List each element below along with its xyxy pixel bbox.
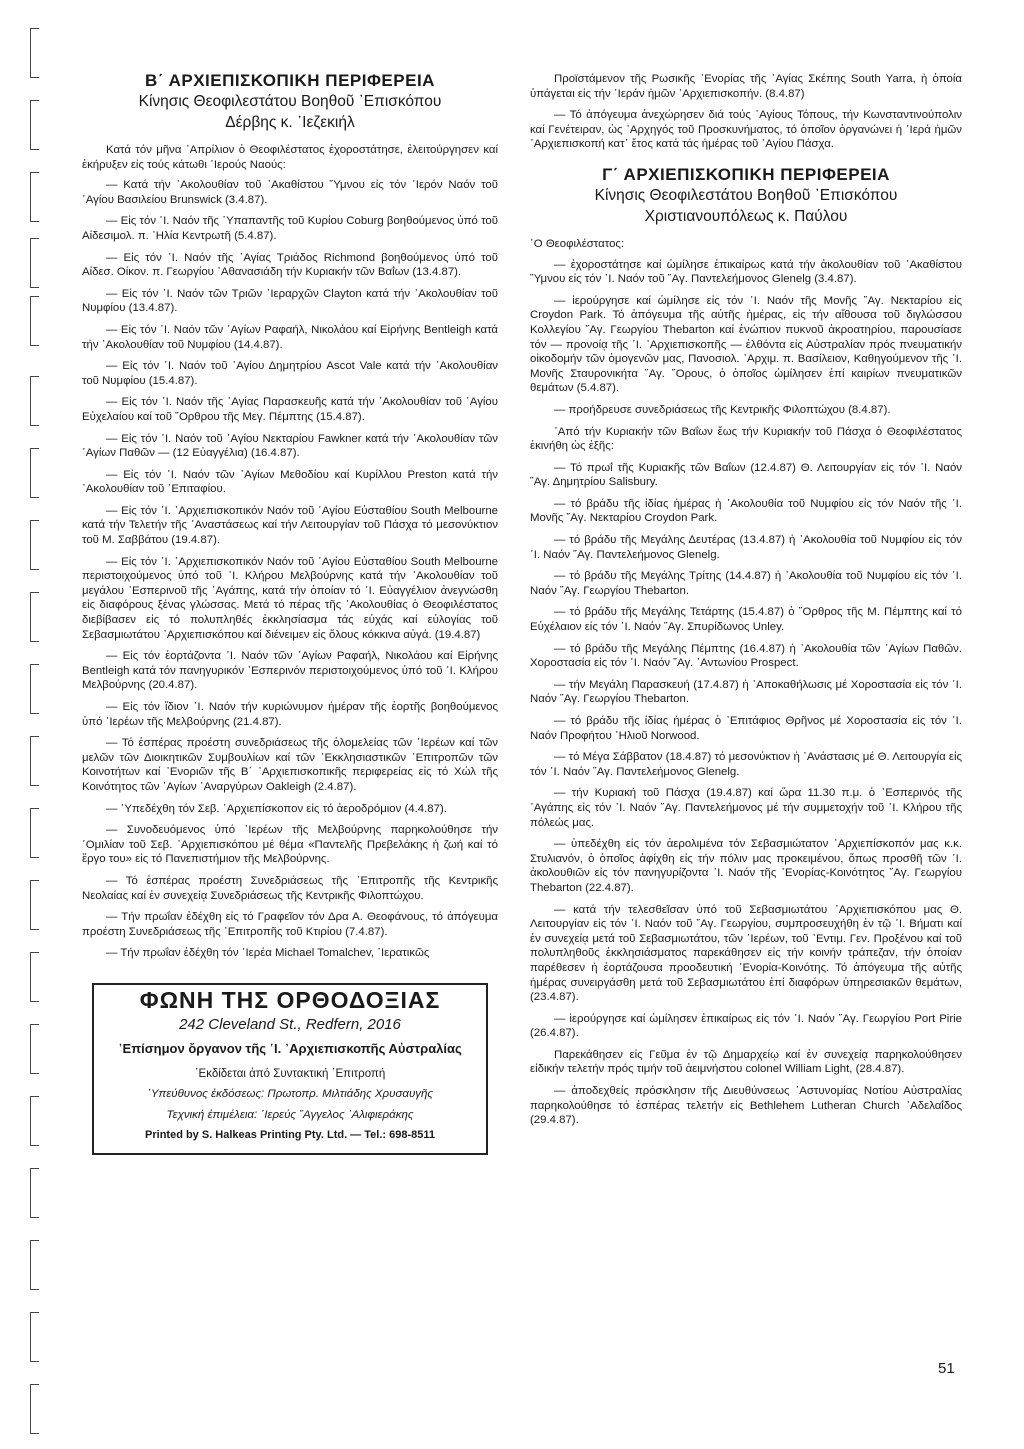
binding-bracket bbox=[30, 808, 39, 858]
binding-bracket bbox=[30, 448, 39, 498]
masthead-box bbox=[92, 983, 488, 1155]
entries-list bbox=[82, 178, 498, 961]
list-item: — Τό πρωΐ τῆς Κυριακῆς τῶν Βαΐων (12.4.87) Θ. Λειτουργίαν εἰς τόν ῾Ι. Ναόν ῞Αγ. Δημητρίου Salisbury. bbox=[530, 461, 962, 489]
binding-bracket bbox=[30, 376, 39, 426]
masthead-official-organ: ᾿Επίσημον ὄργανον τῆς ῾Ι. ᾿Αρχιεπισκοπῆς Αὐστραλίας bbox=[118, 1041, 462, 1057]
list-item: — Εἰς τόν ῾Ι. Ναόν τῆς ῾Αγίας Τριάδος Richmond βοηθούμενος ὑπό τοῦ Αἰδεσ. Οἰκον. π. Γεωργίου ᾿Αθανασιάδη τήν Κυριακήν τῶν Βαΐων (13.4.87). bbox=[82, 251, 498, 279]
binding-bracket bbox=[30, 592, 39, 642]
list-item: — Συνοδευόμενος ὑπό ῾Ιερέων τῆς Μελβούρνης παρηκολούθησε τήν ῾Ομιλίαν τοῦ Σεβ. ᾿Αρχιεπισκόπου μέ θέμα «Παντελῆς Πρεβελάκης ἡ ζωή καί τό ἔργο του» εἰς τό Πανεπιστήμιον τῆς Μελβούρνης. bbox=[82, 824, 498, 866]
binding-bracket bbox=[30, 172, 39, 222]
list-item: — Εἰς τόν ῾Ι. ᾿Αρχιεπισκοπικόν Ναόν τοῦ ῾Αγίου Εὐσταθίου South Melbourne περιστοιχούμενος ὑπό τοῦ ῾Ι. Κλήρου Μελβούρνης κατά τήν ᾿Ακολουθίαν τοῦ μεγάλου ᾿Εσπερινοῦ τῆς ᾿Αγάπης, κατά τήν ὁποίαν τό ῾Ι. Εὐαγγέλιον ἀνεγνώσθη εἰς διαφόρους ξένας γλώσσας. Μετά τό πέρας τῆς ᾿Ακολουθίας ὁ Θεοφιλέστατος διεβίβασεν εἰς τό πολυπληθές ἐκκλησίασμα τάς εὐχάς καί εὐλογίας τοῦ Σεβασμιωτάτου ᾿Αρχιεπισκόπου καί διένειμεν εἰς ὅλους κόκκινα αὐγά. (19.4.87) bbox=[82, 555, 498, 641]
binding-bracket bbox=[30, 1384, 39, 1434]
masthead-technical-editor: Τεχνική ἐπιμέλεια: ῾Ιερεύς ῎Αγγελος ᾿Αλιφιεράκης bbox=[166, 1108, 414, 1121]
page-number: 51 bbox=[938, 1360, 955, 1377]
section-intro: ῾Ο Θεοφιλέστατος: bbox=[530, 237, 625, 250]
list-item: — τό βράδυ τῆς Μεγάλης Δευτέρας (13.4.87) ἡ ᾿Ακολουθία τοῦ Νυμφίου εἰς τόν ῾Ι. Ναόν ῞Αγ. Παντελεήμονος Glenelg. bbox=[530, 534, 962, 561]
list-item: ᾿Από τήν Κυριακήν τῶν Βαΐων ἕως τήν Κυριακήν τοῦ Πάσχα ὁ Θεοφιλέστατος ἐκινήθη ὡς ἑξῆς: bbox=[530, 425, 962, 453]
binding-bracket bbox=[30, 28, 39, 78]
list-item: — τό Μέγα Σάββατον (18.4.87) τό μεσονύκτιον ἡ ᾿Ανάστασις μέ Θ. Λειτουργία εἰς τόν ῾Ι. Ναόν ῞Αγ. Παντελεήμονος Glenelg. bbox=[530, 751, 962, 778]
binding-bracket bbox=[30, 736, 39, 786]
binding-bracket bbox=[30, 238, 39, 288]
binding-bracket bbox=[30, 880, 39, 930]
section-subtitle: Κίνησις Θεοφιλεστάτου Βοηθοῦ ᾿Επισκόπου bbox=[594, 186, 898, 204]
list-item: — ῾Υπεδέχθη τόν Σεβ. ᾿Αρχιεπίσκοπον εἰς τό ἀεροδρόμιον (4.4.87). bbox=[106, 802, 447, 815]
list-item: — Τό ἑσπέρας προέστη συνεδριάσεως τῆς ὁλομελείας τῶν ῾Ιερέων καί τῶν μελῶν τῶν Διοικητικῶν Συμβουλίων καί τῶν ᾿Εκκλησιαστικῶν ᾿Επιτροπῶν τῶν Κοινοτήτων καί ᾿Ενοριῶν τῆς Β΄ ᾿Αρχιεπισκοπικῆς περιφερείας εἰς τό Χώλ τῆς Κοινότητος τῶν ῾Αγίων ᾿Αναργύρων Oakleigh (2.4.87). bbox=[82, 737, 498, 793]
section-intro: Κατά τόν μῆνα ᾿Απρίλιον ὁ Θεοφιλέστατος ἐχοροστάτησε, ἐλειτούργησεν καί ἐκήρυξεν εἰς τούς κάτωθι ῾Ιερούς Ναούς: bbox=[82, 144, 498, 171]
binding-bracket bbox=[30, 664, 39, 714]
binding-bracket bbox=[30, 296, 39, 346]
section-title-c: Γ΄ ΑΡΧΙΕΠΙΣΚΟΠΙΚΗ ΠΕΡΙΦΕΡΕΙΑ bbox=[602, 164, 890, 184]
list-item: — Εἰς τόν ῾Ι. Ναόν τῶν Τριῶν ῾Ιεραρχῶν Clayton κατά τήν ᾿Ακολουθίαν τοῦ Νυμφίου (13.4.87). bbox=[82, 287, 498, 315]
list-item: — Εἰς τόν ῾Ι. Ναόν τοῦ ῾Αγίου Νεκταρίου Fawkner κατά τήν ᾿Ακολουθίαν τῶν ῾Αγίων Παθῶν — (12 Εὐαγγέλια) (16.4.87). bbox=[82, 432, 498, 460]
list-item: — Εἰς τόν ῾Ι. Ναόν τῶν ῾Αγίων Μεθοδίου καί Κυρίλλου Preston κατά τήν ᾿Ακολουθίαν τοῦ ᾿Επιταφίου. bbox=[82, 468, 498, 496]
section-subtitle: Κίνησις Θεοφιλεστάτου Βοηθοῦ ᾿Επισκόπου bbox=[138, 93, 442, 110]
list-item: — Εἰς τόν ῾Ι. ᾿Αρχιεπισκοπικόν Ναόν τοῦ ῾Αγίου Εὐσταθίου South Melbourne κατά τήν Τελετήν τῆς ᾿Αναστάσεως καί τήν Λειτουργίαν τοῦ Πάσχα τό μεσονύκτιον τοῦ Μ. Σαββάτου (19.4.87). bbox=[82, 504, 498, 547]
list-item: — Εἰς τόν ῾Ι. Ναόν τῶν ῾Αγίων Ραφαήλ, Νικολάου καί Εἰρήνης Bentleigh κατά τήν ᾿Ακολουθίαν τοῦ Νυμφίου (14.4.87). bbox=[82, 323, 498, 351]
section-c bbox=[530, 164, 962, 1128]
list-item: — ἐχοροστάτησε καί ὡμίλησε ἐπικαίρως κατά τήν ἀκολουθίαν τοῦ ᾿Ακαθίστου ῞Υμνου εἰς τόν ῾Ι. Ναόν τοῦ ῞Αγ. Παντελεήμονος Glenelg (3.4.87). bbox=[530, 258, 962, 286]
list-item: — τήν Μεγάλη Παρασκευή (17.4.87) ἡ ᾿Αποκαθήλωσις μέ Χοροστασία εἰς τόν ῾Ι. Ναόν ῞Αγ. Γεωργίου Thebarton. bbox=[530, 678, 962, 706]
masthead-publisher: ᾿Εκδίδεται ἀπό Συντακτική ᾿Επιτροπή bbox=[194, 1067, 386, 1080]
masthead-responsible-editor: ῾Υπεύθυνος ἐκδόσεως: Πρωτοπρ. Μιλτιάδης Χρυσαυγῆς bbox=[146, 1088, 434, 1101]
list-item: — Εἰς τόν ῾Ι. Ναόν τῆς ῾Αγίας Παρασκευῆς κατά τήν ᾿Ακολουθίαν τοῦ ῾Αγίου Εὐχελαίου καί τοῦ ῎Ορθρου τῆς Μεγ. Πέμπτης (15.4.87). bbox=[82, 396, 498, 423]
list-item: — Κατά τήν ᾿Ακολουθίαν τοῦ ᾿Ακαθίστου ῞Υμνου εἰς τόν ῾Ιερόν Ναόν τοῦ ῾Αγίου Βασιλείου Brunswick (3.4.87). bbox=[82, 179, 498, 206]
right-column bbox=[530, 72, 962, 1135]
list-item: — ἀποδεχθείς πρόσκλησιν τῆς Διευθύνσεως ᾿Αστυνομίας Νοτίου Αὐστραλίας παρηκολούθησε τό ἑσπέρας τελετήν εἰς Bethlehem Lutheran Church ᾿Αδελαΐδος (29.4.87). bbox=[530, 1085, 962, 1127]
binding-bracket bbox=[30, 952, 39, 1002]
binding-bracket bbox=[30, 1312, 39, 1362]
list-item: — Τό ἀπόγευμα ἀνεχώρησεν διά τούς ῾Αγίους Τόπους, τήν Κωνσταντινούπολιν καί Γενέτειραν, ὡς ᾿Αρχηγός τοῦ Προσκυνήματος, τό ὁποῖον ὀργανώνει ἡ ῾Ιερά ἡμῶν ᾿Αρχιεπισκοπή κατ᾿ ἔτος κατά τάς ἡμέρας τοῦ ῾Αγίου Πάσχα. bbox=[530, 109, 962, 151]
binding-bracket bbox=[30, 520, 39, 570]
binding-bracket bbox=[30, 1096, 39, 1146]
list-item: Παρεκάθησεν εἰς Γεῦμα ἐν τῷ Δημαρχείῳ καί ἐν συνεχείᾳ παρηκολούθησεν εἰδικήν τελετήν πρός τιμήν τοῦ ἀειμνήστου colonel William Light, (28.4.87). bbox=[530, 1048, 962, 1076]
list-item: — κατά τήν τελεσθεῖσαν ὑπό τοῦ Σεβασμιωτάτου ᾿Αρχιεπισκόπου μας Θ. Λειτουργίαν εἰς τόν ῾Ι. Ναόν τοῦ ῞Αγ. Γεωργίου, συμπροσευχήθη ἐν τῷ ῾Ι. Βήματι καί ἐν συνεχείᾳ μετά τοῦ Σεβασμιωτάτου, τῶν ῾Ιερέων, τοῦ ᾿Εντιμ. Γεν. Προξένου καί τοῦ πολυπληθοῦς ἐκκλησιάσματος παρεκάθησεν εἰς τήν κοινήν τράπεζαν, τήν ὁποίαν παρέθεσεν ἡ ἑορτάζουσα προοδευτική ᾿Ενορία-Κοινότης. Τό ἀπόγευμα τῆς αὐτῆς ἡμέρας συνειργάσθη μετά τοῦ Σεβασμιωτάτου ἐπί διαφόρων ὑπηρεσιακῶν θεμάτων, (23.4.87). bbox=[530, 903, 962, 1004]
continued-entries bbox=[530, 72, 962, 152]
list-item: — τήν Κυριακή τοῦ Πάσχα (19.4.87) καί ὥρα 11.30 π.μ. ὁ ᾿Εσπερινός τῆς ᾿Αγάπης εἰς τόν ῾Ι. Ναόν ῞Αγ. Παντελεήμονος μέ τήν συμμετοχήν τοῦ ῾Ι. Κλήρου τῆς πόλεώς μας. bbox=[530, 787, 962, 829]
list-item: — Τήν πρωΐαν ἐδέχθη τόν ῾Ιερέα Michael Tomalchev, ῾Ιερατικῶς bbox=[106, 947, 430, 960]
list-item: — τό βράδυ τῆς ἰδίας ἡμέρας ἡ ᾿Ακολουθία τοῦ Νυμφίου εἰς τόν Ναόν τῆς ῾Ι. Μονῆς ῞Αγ. Νεκταρίου Croydon Park. bbox=[530, 497, 962, 525]
masthead-printer: Printed by S. Halkeas Printing Pty. Ltd. — Tel.: 698-8511 bbox=[145, 1129, 435, 1142]
list-item: — Τό ἑσπέρας προέστη Συνεδριάσεως τῆς ᾿Επιτροπῆς τῆς Κεντρικῆς Νεολαίας καί ἐν συνεχείᾳ Συνεδριάσεως τῆς Κεντρικῆς Φιλοπτώχου. bbox=[82, 874, 498, 902]
list-item: — Τήν πρωΐαν ἐδέχθη εἰς τό Γραφεῖον τόν Δρα Α. Θεοφάνους, τό ἀπόγευμα προέστη Συνεδριάσεως τῆς ᾿Επιτροπῆς τοῦ Κτιρίου (7.4.87). bbox=[82, 911, 498, 938]
list-item: — Εἰς τόν ῾Ι. Ναόν τοῦ ῾Αγίου Δημητρίου Ascot Vale κατά τήν ᾿Ακολουθίαν τοῦ Νυμφίου (15.4.87). bbox=[82, 360, 498, 387]
list-item: Προϊστάμενον τῆς Ρωσικῆς ᾿Ενορίας τῆς ῾Αγίας Σκέπης South Yarra, ἡ ὁποία ὑπάγεται εἰς τήν ῾Ιεράν ἡμῶν ᾿Αρχιεπισκοπήν. (8.4.87) bbox=[530, 73, 962, 100]
list-item: — Εἰς τόν ἴδιον ῾Ι. Ναόν τήν κυριώνυμον ἡμέραν τῆς ἑορτῆς βοηθούμενος ὑπό ῾Ιερέων τῆς Μελβούρνης (21.4.87). bbox=[82, 701, 498, 728]
list-item: — τό βράδυ τῆς Μεγάλης Τετάρτης (15.4.87) ὁ ῎Ορθρος τῆς Μ. Πέμπτης καί τό Εὐχέλαιον εἰς τόν ῾Ι. Ναόν ῞Αγ. Σπυρίδωνος Unley. bbox=[530, 606, 962, 634]
list-item: — ἱερούργησε καί ὡμίλησε εἰς τόν ῾Ι. Ναόν τῆς Μονῆς ῞Αγ. Νεκταρίου εἰς Croydon Park. Τό ἀπόγευμα τῆς αὐτῆς ἡμέρας, εἰς τήν αἴθουσα τοῦ διγλώσσου Κολλεγίου ῞Αγ. Γεωργίου Thebarton καί ἐνώπιον πυκνοῦ ἀκροατηρίου, παρουσίασε τόν — προνοίᾳ τῆς ῾Ι. ᾿Αρχιεπισκοπῆς — ἐλθόντα εἰς Αὐστραλίαν πρός πνευματικήν οἰκοδομήν τῶν ὁμογενῶν μας, Πανοσιολ. ᾿Αρχιμ. π. Βασίλειον, Καθηγούμενον τῆς ῾Ι. Μονῆς Σταυρονικήτα ῞Αγ. ῎Ορους, ὁ ὁποῖος ὡμίλησεν ἐπί καιρίων πνευματικῶν θεμάτων (5.4.87). bbox=[530, 294, 962, 395]
left-column bbox=[82, 70, 498, 1155]
list-item: — Εἰς τόν ἑορτάζοντα ῾Ι. Ναόν τῶν ῾Αγίων Ραφαήλ, Νικολάου καί Εἰρήνης Bentleigh κατά τόν πανηγυρικόν ᾿Εσπερινόν περιστοιχούμενος ὑπό τοῦ ῾Ι. Κλήρου Μελβούρνης (20.4.87). bbox=[82, 650, 498, 692]
binding-bracket bbox=[30, 1168, 39, 1218]
section-title-b: Β΄ ΑΡΧΙΕΠΙΣΚΟΠΙΚΗ ΠΕΡΙΦΕΡΕΙΑ bbox=[145, 71, 435, 90]
masthead-title: ΦΩΝΗ ΤΗΣ ΟΡΘΟΔΟΞΙΑΣ bbox=[139, 986, 441, 1013]
section-subtitle-bishop: Δέρβης κ. ᾿Ιεζεκιήλ bbox=[225, 114, 355, 131]
binding-bracket bbox=[30, 100, 39, 150]
binding-marks bbox=[30, 0, 50, 1449]
list-item: — τό βράδυ τῆς Μεγάλης Τρίτης (14.4.87) ἡ ᾿Ακολουθία τοῦ Νυμφίου εἰς τόν ῾Ι. Ναόν ῞Αγ. Γεωργίου Thebarton. bbox=[530, 570, 962, 597]
binding-bracket bbox=[30, 1240, 39, 1290]
list-item: — Εἰς τόν ῾Ι. Ναόν τῆς ῾Υπαπαντῆς τοῦ Κυρίου Coburg βοηθούμενος ὑπό τοῦ Αἰδεσιμολ. π. ᾿Ηλία Κεντρωτῆ (5.4.87). bbox=[82, 215, 498, 242]
binding-bracket bbox=[30, 1024, 39, 1074]
entries-list bbox=[530, 258, 962, 1128]
list-item: — ἱερούργησε καί ὡμίλησεν ἐπικαίρως εἰς τόν ῾Ι. Ναόν ῞Αγ. Γεωργίου Port Pirie (26.4.87). bbox=[530, 1012, 962, 1040]
section-subtitle-bishop: Χριστιανουπόλεως κ. Παύλου bbox=[644, 207, 848, 225]
list-item: — τό βράδυ τῆς ἰδίας ἡμέρας ὁ ᾿Επιτάφιος Θρῆνος μέ Χοροστασία εἰς τόν ῾Ι. Ναόν Προφήτου ᾿Ηλιοῦ Norwood. bbox=[530, 715, 962, 742]
masthead-address: 242 Cleveland St., Redfern, 2016 bbox=[179, 1015, 401, 1033]
list-item: — προήδρευσε συνεδριάσεως τῆς Κεντρικῆς Φιλοπτώχου (8.4.87). bbox=[554, 403, 891, 416]
list-item: — ὑπεδέχθη εἰς τόν ἀερολιμένα τόν Σεβασμιώτατον ᾿Αρχιεπίσκοπόν μας κ.κ. Στυλιανόν, ὁ ὁποῖος ἀφίχθη εἰς τήν πόλιν μας προκειμένου, ὅπως προσθῆ τῶν ῾Ι. ἀκολουθιῶν εἰς τόν πανηγυρίζοντα ῾Ι. Ναόν τῆς ᾿Ενορίας-Κοινότητος ῞Αγ. Γεωργίου Thebarton (22.4.87). bbox=[530, 838, 962, 894]
list-item: — τό βράδυ τῆς Μεγάλης Πέμπτης (16.4.87) ἡ ᾿Ακολουθία τῶν ῾Αγίων Παθῶν. Χοροστασία εἰς τόν ῾Ι. Ναόν ῞Αγ. ᾿Αντωνίου Prospect. bbox=[530, 642, 962, 670]
